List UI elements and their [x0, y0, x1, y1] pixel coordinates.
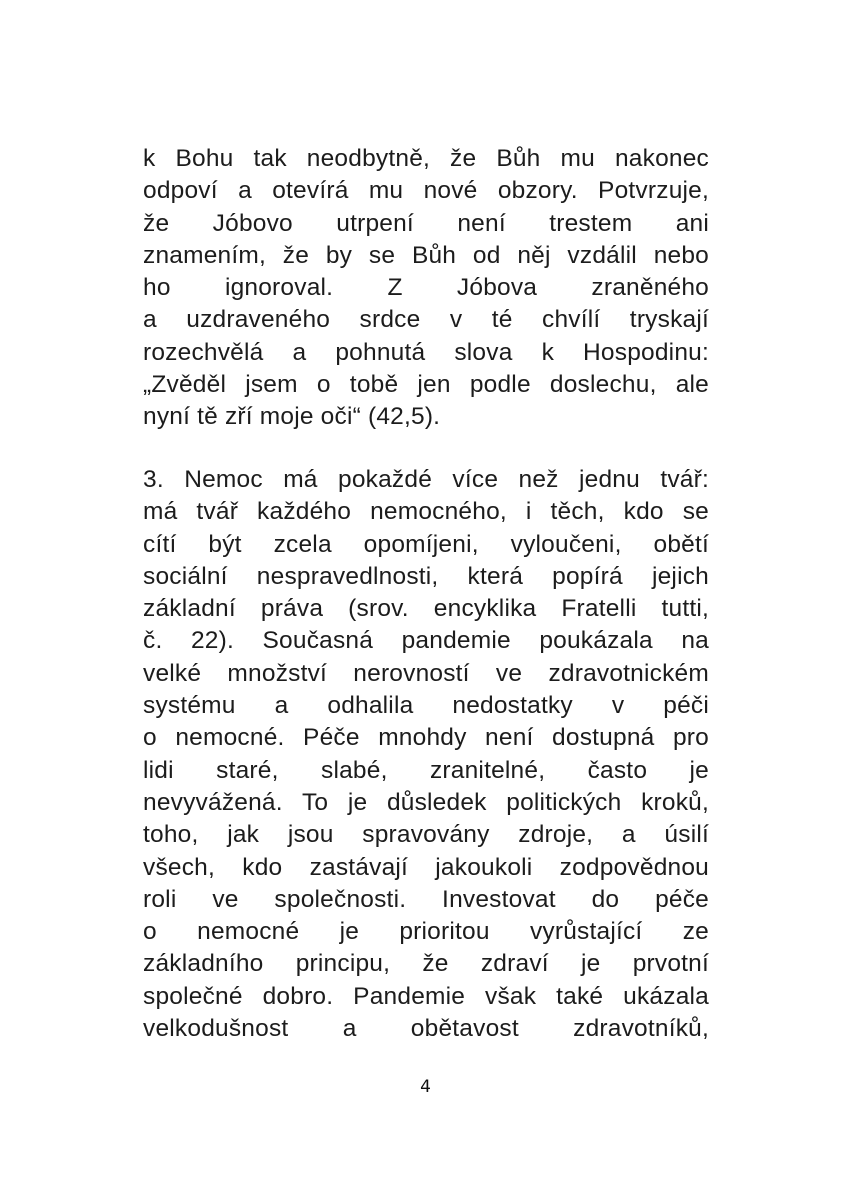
text-line: má tvář každého nemocného, i těch, kdo se — [143, 498, 709, 526]
text-line: a uzdraveného srdce v té chvílí tryskají — [143, 306, 709, 334]
text-line: společné dobro. Pandemie však také ukázala — [143, 982, 709, 1010]
text-line: lidi staré, slabé, zranitelné, často je — [143, 756, 709, 784]
text-line: velké množství nerovností ve zdravotnickém — [143, 659, 709, 687]
text-line: o nemocné. Péče mnohdy není dostupná pro — [143, 724, 709, 752]
text-line: o nemocné je prioritou vyrůstající ze — [143, 918, 709, 946]
text-line: „Zvěděl jsem o tobě jen podle doslechu, ale — [143, 371, 709, 399]
text-line: roli ve společnosti. Investovat do péče — [143, 885, 709, 913]
text-line: velkodušnost a obětavost zdravotníků, — [143, 1015, 709, 1043]
text-line: ho ignoroval. Z Jóbova zraněného — [143, 274, 709, 302]
paragraph-illness — [143, 464, 709, 1045]
text-line: základního principu, že zdraví je prvotní — [143, 950, 709, 978]
text-line: znamením, že by se Bůh od něj vzdálil nebo — [143, 241, 709, 269]
page-number: 4 — [420, 1077, 431, 1097]
text-line: k Bohu tak neodbytně, že Bůh mu nakonec — [143, 145, 709, 172]
text-line: toho, jak jsou spravovány zdroje, a úsilí — [143, 821, 709, 849]
text-line: nyní tě zří moje oči“ (42,5). — [143, 403, 441, 431]
text-line: nevyvážená. To je důsledek politických kroků, — [143, 788, 709, 816]
text-line: 3. Nemoc má pokaždé více než jednu tvář: — [143, 466, 709, 493]
text-line: rozechvělá a pohnutá slova k Hospodinu: — [143, 338, 709, 366]
text-line: sociální nespravedlnosti, která popírá jejich — [143, 562, 709, 590]
text-line: cítí být zcela opomíjeni, vyloučeni, obětí — [143, 530, 709, 558]
text-line: odpoví a otevírá mu nové obzory. Potvrzuje, — [143, 177, 709, 205]
text-line: všech, kdo zastávají jakoukoli zodpovědnou — [143, 853, 709, 881]
text-line: systému a odhalila nedostatky v péči — [143, 692, 709, 720]
paragraph-job — [143, 143, 709, 434]
text-line: že Jóbovo utrpení není trestem ani — [143, 209, 709, 237]
text-line: základní práva (srov. encyklika Fratelli tutti, — [143, 595, 709, 623]
text-line: č. 22). Současná pandemie poukázala na — [143, 627, 709, 655]
